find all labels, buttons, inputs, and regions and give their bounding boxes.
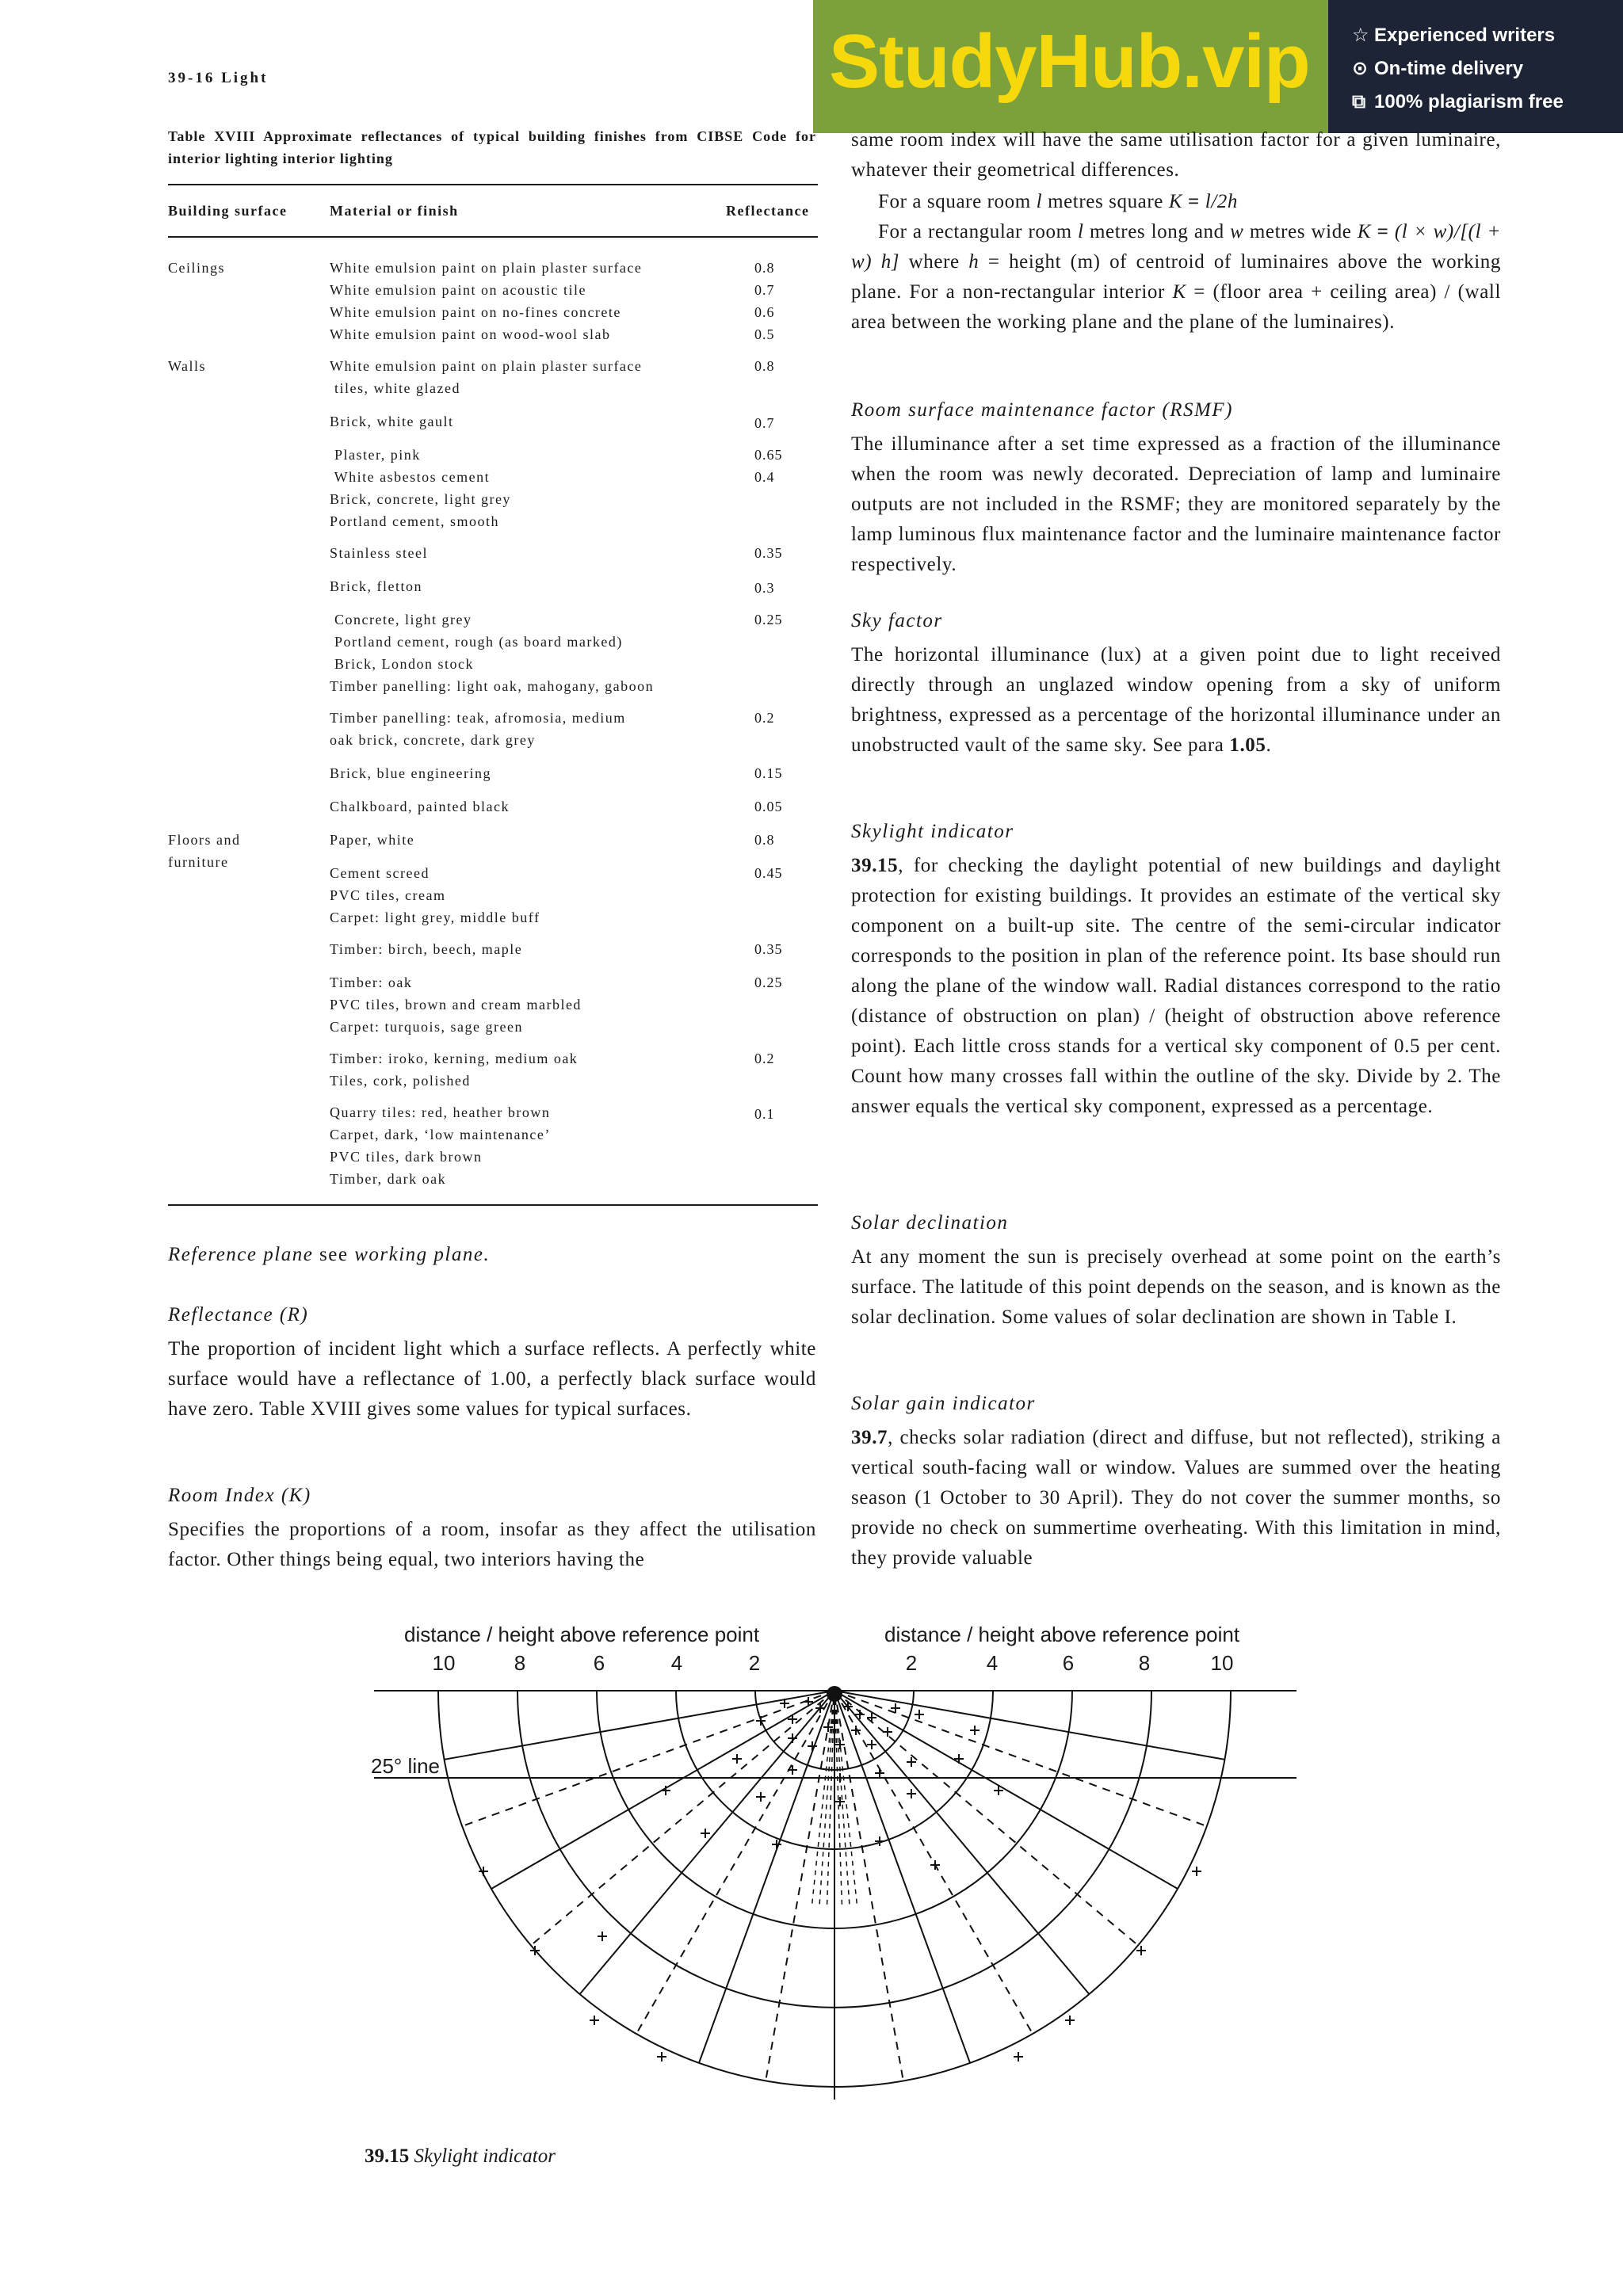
table-cell-material: Brick, white gault	[330, 414, 454, 429]
text-solar-declination: At any moment the sun is precisely overhead at some point on the earth’s surface. The latitude of this point depends on the season, and is known as the solar declination. Some values of solar declination are shown in Table I.	[851, 1246, 1501, 1328]
axis-label-right: distance / height above reference point	[884, 1623, 1240, 1646]
tick-label: 4	[986, 1651, 999, 1675]
feature-item: ⧉ 100% plagiarism free	[1352, 86, 1564, 119]
tick-label: 2	[748, 1651, 761, 1675]
tick-label: 10	[432, 1651, 456, 1675]
heading-skylight-indicator: Skylight indicator	[851, 821, 1014, 842]
clock-icon: ⊙	[1352, 58, 1369, 79]
header-building-surface: Building surface	[168, 203, 288, 219]
table-cell-reflectance: 0.65 0.4	[754, 447, 783, 485]
text-reflectance: The proportion of incident light which a surface reflects. A perfectly white surface would have a reflectance of 1.00, a perfectly black surface would have zero. Table XVIII gives some values for typical surfaces.	[168, 1338, 816, 1420]
text-rsmf: The illuminance after a set time expressed as a fraction of the illuminance when the room was newly decorated. Depreciation of lamp and luminaire outputs are not included in the RSMF; they are monitored separately by the lamp luminous flux maintenance factor and the luminaire maintenance factor respectively.	[851, 433, 1501, 575]
tick-label: 10	[1210, 1651, 1234, 1675]
sky-component-cross	[1065, 2016, 1075, 2025]
banner-features	[1352, 19, 1564, 119]
tick-label: 6	[593, 1651, 605, 1675]
table-cell-material: White emulsion paint on plain plaster surface White emulsion paint on acoustic tile White emulsion paint on no-fines concrete White emulsion paint on wood-wool slab	[330, 260, 643, 342]
sky-component-cross	[788, 1733, 797, 1743]
tick-labels	[433, 1651, 1234, 1675]
table-cell-reflectance: 0.7	[754, 415, 775, 431]
sky-component-cross	[835, 1773, 845, 1783]
sky-component-cross	[1136, 1946, 1146, 1955]
table-cell-material: Timber panelling: teak, afromosia, medium oak brick, concrete, dark grey	[330, 710, 626, 748]
table-cell-reflectance: 0.15	[754, 765, 783, 781]
heading-solar-declination: Solar declination	[851, 1212, 1009, 1234]
text-room-index-cont: same room index will have the same utilisation factor for a given luminaire, whatever their geometrical differences.	[851, 129, 1501, 181]
table-cell-material: Paper, white	[330, 832, 415, 848]
tick-label: 4	[670, 1651, 683, 1675]
entry-reference-plane: Reference plane see working plane.	[168, 1244, 491, 1265]
table-cell-reflectance: 0.45	[754, 865, 783, 881]
diagram-geometry	[374, 1686, 1296, 2100]
table-cell-reflectance: 0.8 0.7 0.6 0.5	[754, 260, 775, 342]
running-header: 39-16 Light	[168, 70, 269, 86]
table-cell-material: Concrete, light grey Portland cement, rough (as board marked) Brick, London stock Timber panelling: light oak, mahogany, gaboon	[330, 612, 655, 694]
table-cell-reflectance: 0.2	[754, 1051, 775, 1066]
ad-banner[interactable]	[813, 0, 1623, 133]
text-rectangular-room: For a rectangular room l metres long and w metres wide K = (l × w)/[(l + w) h] where h = height (m) of centroid of luminaires above the working plane. For a non-rectangular interior K = (floor area + ceiling area) / (wall area between the working plane and the plane of the luminaires).	[851, 221, 1502, 333]
radial-line	[819, 1691, 834, 1908]
sky-component-cross	[657, 2052, 666, 2061]
sky-component-cross	[590, 2016, 599, 2025]
sky-component-cross	[907, 1789, 916, 1798]
tick-label: 8	[1138, 1651, 1151, 1675]
table-cell-material: Timber: iroko, kerning, medium oak Tiles, cork, polished	[330, 1051, 579, 1089]
sky-component-cross	[970, 1726, 980, 1735]
table-cell-material: Quarry tiles: red, heather brown Carpet, dark, ‘low maintenance’ PVC tiles, dark brown Timber, dark oak	[330, 1104, 551, 1187]
table-cell-reflectance: 0.35	[754, 545, 783, 561]
table-cell-material: Cement screed PVC tiles, cream Carpet: light grey, middle buff	[330, 865, 540, 925]
skylight-indicator-diagram	[365, 1619, 1316, 2142]
sky-component-cross	[930, 1860, 940, 1870]
sky-component-cross	[1192, 1867, 1201, 1876]
sky-component-cross	[788, 1765, 797, 1775]
table-cell-surface: Ceilings	[168, 260, 226, 276]
text-square-room: For a square room l metres square K = l/2h	[878, 191, 1239, 212]
feature-item: ☆ Experienced writers	[1352, 19, 1564, 52]
table-cell-reflectance: 0.25	[754, 974, 783, 990]
table-cell-material: Brick, blue engineering	[330, 765, 491, 781]
table-cell-reflectance: 0.25	[754, 612, 783, 627]
heading-reflectance: Reflectance (R)	[168, 1304, 309, 1325]
radial-line	[834, 1691, 850, 1908]
table-cell-reflectance: 0.05	[754, 799, 783, 814]
table-cell-material: Plaster, pink White asbestos cement Brick, concrete, light grey Portland cement, smooth	[330, 447, 511, 529]
table-cell-surface: Floors and furniture	[168, 832, 241, 870]
axis-label-left: distance / height above reference point	[404, 1623, 760, 1646]
sky-component-cross	[954, 1754, 964, 1764]
sky-component-cross	[875, 1768, 884, 1778]
table-cell-reflectance: 0.3	[754, 580, 775, 596]
table-cell-reflectance: 0.35	[754, 941, 783, 957]
table-cell-material: Timber: oak PVC tiles, brown and cream marbled Carpet: turquois, sage green	[330, 974, 582, 1035]
heading-solar-gain: Solar gain indicator	[851, 1393, 1036, 1414]
heading-sky-factor: Sky factor	[851, 610, 943, 631]
sky-component-cross	[875, 1836, 884, 1846]
table-cell-reflectance: 0.1	[754, 1106, 775, 1122]
table-cell-material: Timber: birch, beech, maple	[330, 941, 523, 957]
sky-component-cross	[661, 1786, 670, 1795]
text-sky-factor: The horizontal illuminance (lux) at a given point due to light received directly through an unglazed window opening from a sky of uniform brightness, expressed as a percentage of the horizontal illuminance under an unobstructed vault of the same sky. See para 1.05.	[851, 644, 1501, 756]
sky-component-cross	[867, 1740, 876, 1749]
table-cell-material: Chalkboard, painted black	[330, 799, 510, 814]
sky-component-cross	[756, 1716, 766, 1726]
tick-label: 8	[514, 1651, 526, 1675]
sky-component-cross	[915, 1710, 924, 1719]
table-top-rule	[168, 184, 818, 185]
star-icon: ☆	[1352, 25, 1369, 46]
feature-item: ⊙ On-time delivery	[1352, 52, 1564, 86]
table-caption: Table XVIII Approximate reflectances of typical building finishes from CIBSE Code for interior lighting interior lighting	[168, 128, 816, 166]
figure-caption: 39.15 Skylight indicator	[365, 2145, 556, 2167]
text-solar-gain: 39.7, checks solar radiation (direct and diffuse, but not reflected), striking a vertical south-facing wall or window. Values are summed over the heating season (1 October to 30 April). They do not cover the summer months, so provide no check on summertime overheating. With this limitation in mind, they provide valuable	[851, 1427, 1501, 1569]
tick-label: 6	[1062, 1651, 1075, 1675]
table-header-rule	[168, 236, 818, 238]
heading-rsmf: Room surface maintenance factor (RSMF)	[851, 399, 1233, 421]
text-room-index: Specifies the proportions of a room, insofar as they affect the utilisation factor. Other things being equal, two interiors having the	[168, 1519, 816, 1570]
table-cell-material: Brick, fletton	[330, 578, 422, 594]
table-bottom-rule	[168, 1204, 818, 1206]
table-cell-surface: Walls	[168, 358, 207, 374]
copy-icon: ⧉	[1352, 91, 1366, 113]
tick-label: 2	[905, 1651, 918, 1675]
table-cell-material: Stainless steel	[330, 545, 428, 561]
reference-point	[827, 1686, 842, 1702]
header-reflectance: Reflectance	[726, 203, 810, 219]
table-cell-reflectance: 0.8	[754, 832, 775, 848]
table-cell-reflectance: 0.8	[754, 358, 775, 374]
radial-line	[834, 1691, 903, 2081]
sky-component-cross	[883, 1727, 892, 1737]
sky-component-cross	[756, 1792, 766, 1802]
sky-component-cross	[835, 1797, 845, 1806]
text-skylight-indicator: 39.15, for checking the daylight potential of new buildings and daylight protection for existing buildings. It provides an estimate of the vertical sky component on a built-up site. The centre of the semi-circular indicator corresponds to the position in plan of the reference point. Its base should run along the plane of the window wall. Radial distances correspond to the ratio (distance of obstruction on plan) / (height of obstruction above reference point). Each little cross stands for a vertical sky component of 0.5 per cent. Count how many crosses fall within the outline of the sky. Divide by 2. The answer equals the vertical sky component, expressed as a percentage.	[851, 855, 1501, 1117]
radial-line	[766, 1691, 834, 2081]
header-material: Material or finish	[330, 203, 459, 219]
skylight-indicator-figure	[365, 1619, 1316, 2146]
line-label-25: 25° line	[371, 1754, 441, 1778]
sky-component-cross	[598, 1932, 607, 1941]
sky-component-cross	[1014, 2052, 1023, 2061]
table-cell-reflectance: 0.2	[754, 710, 775, 726]
heading-room-index: Room Index (K)	[168, 1485, 311, 1506]
studyhub-logo[interactable]: StudyHub.vip	[829, 19, 1310, 104]
sky-component-cross	[732, 1754, 742, 1764]
sky-component-cross	[701, 1829, 710, 1838]
table-cell-material: White emulsion paint on plain plaster surface tiles, white glazed	[330, 358, 643, 396]
sky-component-cross	[804, 1697, 813, 1707]
